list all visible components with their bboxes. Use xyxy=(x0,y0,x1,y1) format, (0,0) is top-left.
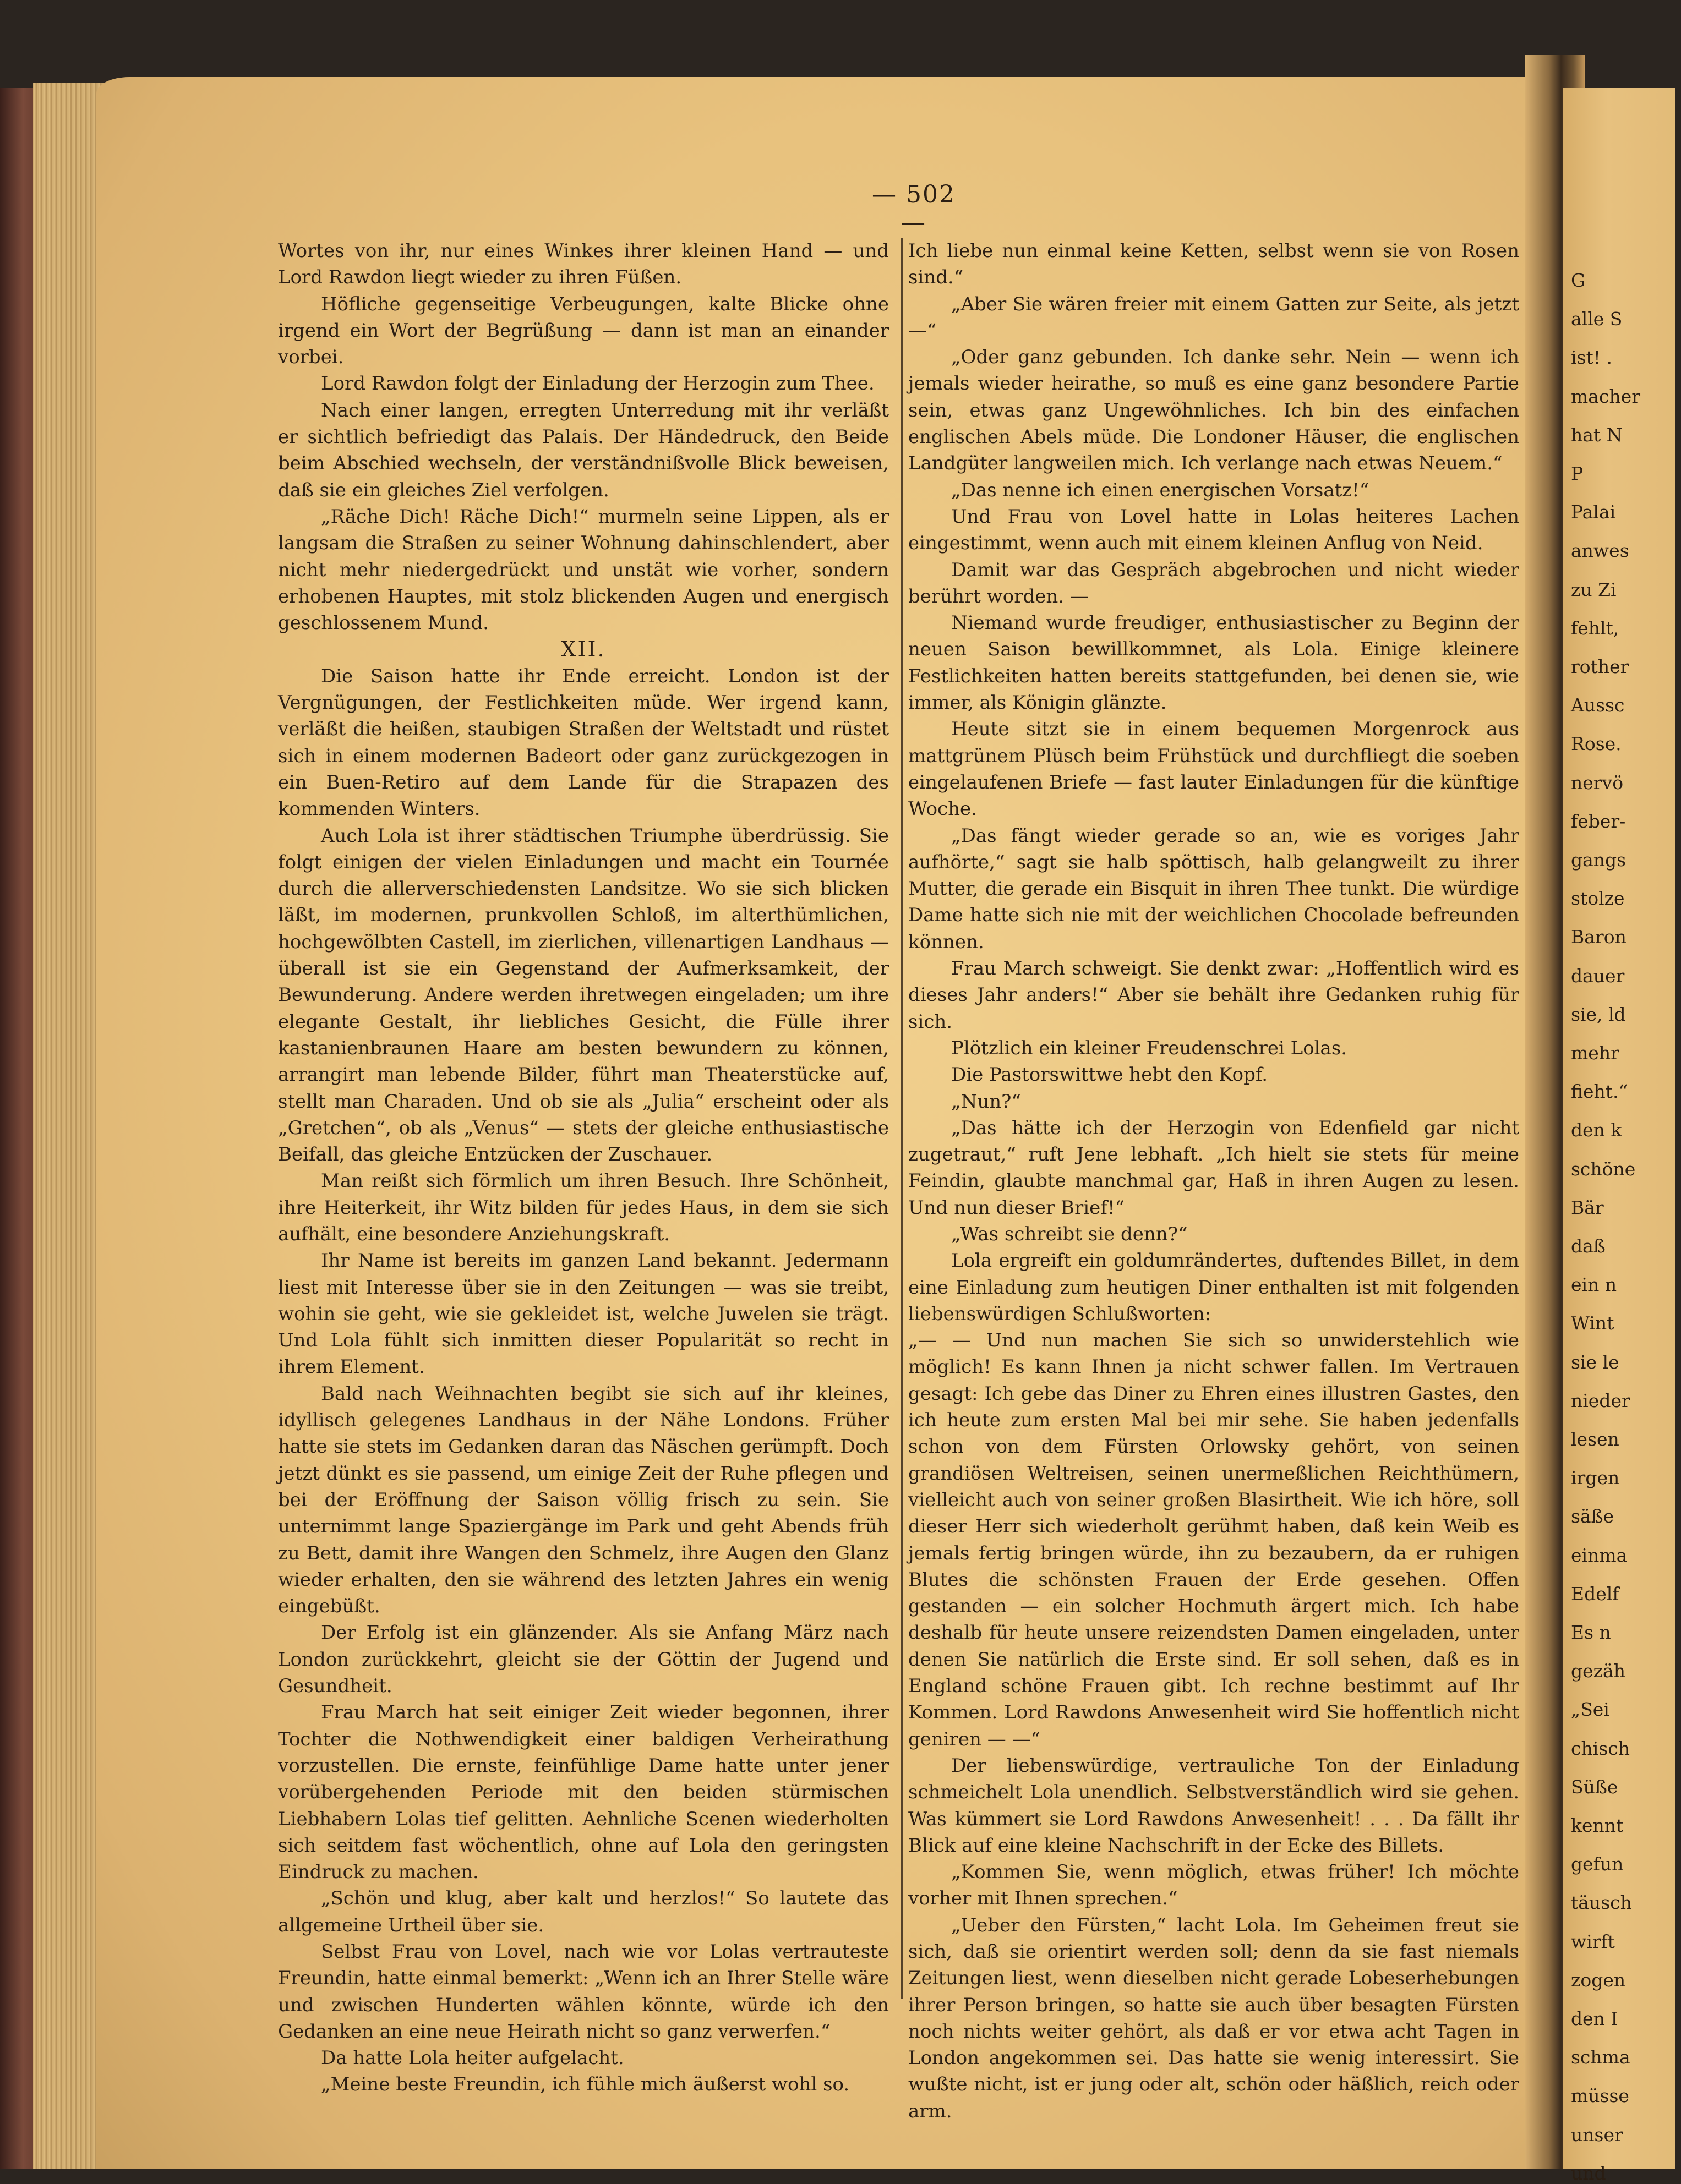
paragraph: „Ueber den Fürsten,“ lacht Lola. Im Geheimen freut sie sich, daß sie orientirt werden soll; denn da sie fast niemals Zeitungen liest, wenn dieselben nicht gerade Lobeserhebungen ihrer Person bringen, so hatte sie auch über besagten Fürsten noch nichts weiter gehört, als daß er vor etwa acht Tagen in London angekommen sei. Das hatte sie wenig interessirt. Sie wußte nicht, ist er jung oder alt, schön oder häßlich, reich oder arm. xyxy=(908,1914,1519,2122)
paragraph: Bald nach Weihnachten begibt sie sich auf ihr kleines, idyllisch gelegenes Landhaus in der Nähe Londons. Früher hatte sie stets im Gedanken daran das Näschen gerümpft. Doch jetzt dünkt es sie passend, um einige Zeit der Ruhe pflegen und bei der Eröffnung der Saison völlig frisch zu sein. Sie unternimmt lange Spaziergänge im Park und geht Abends früh zu Bett, damit ihre Wangen den Schmelz, ihre Augen den Glanz wieder erhalten, den sie während des letzten Jahres ein wenig eingebüßt. xyxy=(278,1382,889,1618)
paragraph: Da hatte Lola heiter aufgelacht. xyxy=(321,2047,624,2070)
paragraph: Lola ergreift ein goldumrändertes, duftendes Billet, in dem eine Einladung zum heutigen Diner enthalten ist mit folgenden liebenswürdigen Schlußworten: xyxy=(908,1250,1519,1325)
next-page-fragment: den k xyxy=(1571,1119,1622,1141)
next-page-fragment: chisch xyxy=(1571,1737,1630,1759)
paragraph: Frau March hat seit einiger Zeit wieder begonnen, ihrer Tochter die Nothwendigkeit einer baldigen Verheirathung vorzustellen. Die ernste, feinfühlige Dame hatte unter jener vorübergehenden Periode mit den beiden stürmischen Liebhabern Lolas tief gelitten. Aehnliche Scenen wiederholten sich seitdem fast wöchentlich, ohne auf Lola den geringsten Eindruck zu machen. xyxy=(278,1701,889,1884)
paragraph: Heute sitzt sie in einem bequemen Morgenrock aus mattgrünem Plüsch beim Frühstück und durchfliegt die soeben eingelaufenen Briefe — fast lauter Einladungen für die künftige Woche. xyxy=(908,718,1519,820)
column-divider xyxy=(901,238,903,1999)
paragraph: Der Erfolg ist ein glänzender. Als sie Anfang März nach London zurückkehrt, gleicht sie der Göttin der Jugend und Gesundheit. xyxy=(278,1622,889,1698)
next-page-fragment: Palai xyxy=(1571,501,1616,523)
paragraph: „— — Und nun machen Sie sich so unwiderstehlich wie möglich! Es kann Ihnen ja nicht schwer fallen. Im Vertrauen gesagt: Ich gebe das Diner zu Ehren eines illustren Gastes, den ich heute zum ersten Mal bei mir sehe. Sie haben jedenfalls schon von dem Fürsten Orlowsky gehört, von seinen grandiösen Weltreisen, seinen unermeßlichen Reichthümern, vielleicht auch von seiner großen Blasirtheit. Wie ich höre, soll dieser Herr sich wiederholt gerühmt haben, daß kein Weib es jemals fertig bringen würde, ihn zu bezaubern, da er ruhigen Blutes die schönsten Frauen der Erde gesehen. Offen gestanden — ein solcher Hochmuth ärgert mich. Ich habe deshalb für heute unsere reizendsten Damen eingeladen, unter denen Sie natürlich die Erste sind. Er soll sehen, daß es in England schöne Frauen gibt. Ich rechne bestimmt auf Ihr Kommen. Lord Rawdons Anwesenheit wird Sie hoffentlich nicht geniren — —“ xyxy=(908,1329,1519,1750)
next-page-fragment: den I xyxy=(1571,2008,1618,2029)
paragraph: Damit war das Gespräch abgebrochen und nicht wieder berührt worden. — xyxy=(908,559,1519,607)
next-page-fragment: anwes xyxy=(1571,540,1629,562)
next-page-fragment: Bär xyxy=(1571,1196,1604,1218)
next-page-fragment: feber- xyxy=(1571,810,1626,832)
next-page-fragment: und xyxy=(1571,2162,1606,2184)
paragraph: „Das nenne ich einen energischen Vorsatz!“ xyxy=(951,479,1369,501)
paragraph: Der liebenswürdige, vertrauliche Ton der Einladung schmeichelt Lola unendlich. Selbstverständlich wird sie gehen. Was kümmert sie Lord Rawdons Anwesenheit! . . . Da fällt ihr Blick auf eine kleine Nachschrift in der Ecke des Billets. xyxy=(908,1754,1519,1857)
paragraph: Plötzlich ein kleiner Freudenschrei Lolas. xyxy=(951,1037,1347,1059)
next-page-fragment: schma xyxy=(1571,2046,1630,2068)
paragraph: Die Pastorswittwe hebt den Kopf. xyxy=(951,1064,1268,1086)
next-page-fragment: gangs xyxy=(1571,849,1627,871)
next-page-fragment: fieht.“ xyxy=(1571,1081,1628,1103)
next-page-fragment: macher xyxy=(1571,385,1641,407)
next-page-fragment: nieder xyxy=(1571,1389,1630,1411)
next-page-fragment: G xyxy=(1571,270,1586,291)
next-page-fragment: ist! . xyxy=(1571,347,1612,369)
paragraph: „Meine beste Freundin, ich fühle mich äußerst wohl so. xyxy=(321,2073,850,2096)
next-page-fragment: zu Zi xyxy=(1571,578,1617,600)
next-page-fragment: einma xyxy=(1571,1544,1628,1566)
paragraph: „Oder ganz gebunden. Ich danke sehr. Nein — wenn ich jemals wieder heirathe, so muß es eine ganz besondere Partie sein, etwas ganz Ungewöhnliches. Ich bin des einfachen englischen Abels müde. Die Londoner Häuser, die englischen Landgüter langweilen mich. Ich verlange nach etwas Neuem.“ xyxy=(908,346,1519,475)
paragraph: „Kommen Sie, wenn möglich, etwas früher! Ich möchte vorher mit Ihnen sprechen.“ xyxy=(908,1861,1519,1910)
next-page-fragment: alle S xyxy=(1571,308,1623,330)
paragraph: Nach einer langen, erregten Unterredung mit ihr verläßt er sichtlich befriedigt das Palais. Der Händedruck, den Beide beim Abschied wechseln, der verständnißvolle Blick beweisen, daß sie ein gleiches Ziel verfolgen. xyxy=(278,399,889,501)
left-text-column xyxy=(278,238,889,2098)
right-text-column xyxy=(908,238,1519,2125)
next-page-fragment: fehlt, xyxy=(1571,617,1619,639)
paragraph: „Räche Dich! Räche Dich!“ murmeln seine Lippen, als er langsam die Straßen zu seiner Wohnung dahinschlendert, aber nicht mehr niedergedrückt und unstät wie vorher, sondern erhobenen Hauptes, mit stolz blickenden Augen und energisch geschlossenem Mund. xyxy=(278,505,889,634)
next-page-fragment: Edelf xyxy=(1571,1583,1619,1605)
paragraph: „Aber Sie wären freier mit einem Gatten zur Seite, als jetzt —“ xyxy=(908,293,1519,342)
next-page-fragment: schöne xyxy=(1571,1158,1636,1180)
paragraph: Frau March schweigt. Sie denkt zwar: „Hoffentlich wird es dieses Jahr anders!“ Aber sie behält ihre Gedanken ruhig für sich. xyxy=(908,957,1519,1033)
next-page-edge xyxy=(1563,88,1675,2184)
next-page-fragment: Rose. xyxy=(1571,733,1622,755)
next-page-fragment: hat N xyxy=(1571,424,1623,446)
paragraph: Selbst Frau von Lovel, nach wie vor Lolas vertrauteste Freundin, hatte einmal bemerkt: „Wenn ich an Ihrer Stelle wäre und zwischen Hunderten wählen könnte, würde ich den Gedanken an eine neue Heirath nicht so ganz verwerfen.“ xyxy=(278,1941,889,2043)
paragraph: „Das hätte ich der Herzogin von Edenfield gar nicht zugetraut,“ ruft Jene lebhaft. „Ich hielt sie stets für meine Feindin, glaubte manchmal gar, Haß in ihren Augen zu lesen. Und nun dieser Brief!“ xyxy=(908,1116,1519,1219)
paragraph: „Schön und klug, aber kalt und herzlos!“ So lautete das allgemeine Urtheil über sie. xyxy=(278,1887,889,1936)
next-page-fragment: sie le xyxy=(1571,1351,1619,1373)
next-page-fragment: nervö xyxy=(1571,771,1624,793)
next-page-fragment: kennt xyxy=(1571,1815,1624,1836)
next-page-fragment: irgen xyxy=(1571,1467,1620,1489)
next-page-fragment: „Sei xyxy=(1571,1699,1609,1721)
next-page-fragment: ein n xyxy=(1571,1274,1617,1296)
next-page-fragment: P xyxy=(1571,463,1584,484)
next-page-fragment: mehr xyxy=(1571,1042,1619,1064)
paragraph: Man reißt sich förmlich um ihren Besuch. Ihre Schönheit, ihre Heiterkeit, ihr Witz bilden für jedes Haus, in dem sie sich aufhält, eine besondere Anziehungskraft. xyxy=(278,1170,889,1245)
next-page-fragment: stolze xyxy=(1571,888,1625,910)
paragraph: „Nun?“ xyxy=(951,1090,1021,1113)
paragraph: Und Frau von Lovel hatte in Lolas heiteres Lachen eingestimmt, wenn auch mit einem kleinen Anflug von Neid. xyxy=(908,505,1519,555)
next-page-fragment: rother xyxy=(1571,656,1629,677)
next-page-fragment: lesen xyxy=(1571,1428,1619,1450)
next-page-fragment: sie, ld xyxy=(1571,1003,1626,1025)
next-page-fragment: Wint xyxy=(1571,1312,1614,1334)
next-page-fragment: Aussc xyxy=(1571,694,1625,716)
next-page-fragment: Es n xyxy=(1571,1622,1611,1643)
next-page-fragment: säße xyxy=(1571,1506,1614,1528)
paragraph: Wortes von ihr, nur eines Winkes ihrer kleinen Hand — und Lord Rawdon liegt wieder zu ihren Füßen. xyxy=(278,240,889,289)
next-page-fragment: Baron xyxy=(1571,926,1627,948)
page-number: — 502 — xyxy=(872,180,956,237)
paragraph: Ich liebe nun einmal keine Ketten, selbst wenn sie von Rosen sind.“ xyxy=(908,240,1519,289)
next-page-fragment: unser xyxy=(1571,2123,1623,2145)
chapter-heading: XII. xyxy=(561,637,606,662)
next-page-fragment: gefun xyxy=(1571,1853,1624,1875)
paragraph: „Das fängt wieder gerade so an, wie es voriges Jahr aufhörte,“ sagt sie halb spöttisch, halb gelangweilt zu ihrer Mutter, die gerade ein Bisquit in ihren Thee tunkt. Die würdige Dame hatte sich nie mit der weichlichen Chocolade befreunden können. xyxy=(908,824,1519,953)
paragraph: Ihr Name ist bereits im ganzen Land bekannt. Jedermann liest mit Interesse über sie in den Zeitungen — was sie treibt, wohin sie geht, wie sie gekleidet ist, welche Juwelen sie trägt. Und Lola fühlt sich inmitten dieser Popularität so recht in ihrem Element. xyxy=(278,1250,889,1378)
paragraph: Lord Rawdon folgt der Einladung der Herzogin zum Thee. xyxy=(321,373,875,395)
next-page-fragment: müsse xyxy=(1571,2085,1629,2107)
next-page-fragment: dauer xyxy=(1571,965,1625,987)
next-page-fragment: Süße xyxy=(1571,1776,1618,1798)
paragraph: Niemand wurde freudiger, enthusiastischer zu Beginn der neuen Saison bewillkommnet, als Lola. Einige kleinere Festlichkeiten hatten bereits stattgefunden, bei denen sie, wie immer, als Königin glänzte. xyxy=(908,612,1519,714)
next-page-fragment: zogen xyxy=(1571,1969,1626,1991)
paragraph: Auch Lola ist ihrer städtischen Triumphe überdrüssig. Sie folgt einigen der vielen Einladungen und macht ein Tournée durch die allerverschiedensten Landsitze. Wo sie sich blicken läßt, im modernen, prunkvollen Schloß, im alterthümlichen, hochgewölbten Castell, im zierlichen, villenartigen Landhaus — überall ist sie ein Gegenstand der Aufmerksamkeit, der Bewunderung. Andere werden ihretwegen eingeladen; um ihre elegante Gestalt, ihr liebliches Gesicht, die Fülle ihrer kastanienbraunen Haare am besten bewundern zu können, arrangirt man lebende Bilder, führt man Theaterstücke auf, stellt man Charaden. Und ob sie als „Julia“ erscheint oder als „Gretchen“, ob als „Venus“ — stets der gleiche enthusiastische Beifall, das gleiche Entzücken der Zuschauer. xyxy=(278,824,889,1166)
next-page-fragment: daß xyxy=(1571,1235,1606,1257)
paragraph: Höfliche gegenseitige Verbeugungen, kalte Blicke ohne irgend ein Wort der Begrüßung — dann ist man an einander vorbei. xyxy=(278,293,889,369)
next-page-fragment: täusch xyxy=(1571,1892,1632,1914)
paragraph: Die Saison hatte ihr Ende erreicht. London ist der Vergnügungen, der Festlichkeiten müde. Wer irgend kann, verläßt die heißen, staubigen Straßen der Weltstadt und rüstet sich in einem modernen Badeort oder ganz zurückgezogen in ein Buen-Retiro auf dem Lande für die Strapazen des kommenden Winters. xyxy=(278,665,889,820)
next-page-fragment: wirft xyxy=(1571,1930,1615,1952)
paragraph: „Was schreibt sie denn?“ xyxy=(951,1223,1188,1245)
next-page-fragment: gezäh xyxy=(1571,1660,1625,1682)
